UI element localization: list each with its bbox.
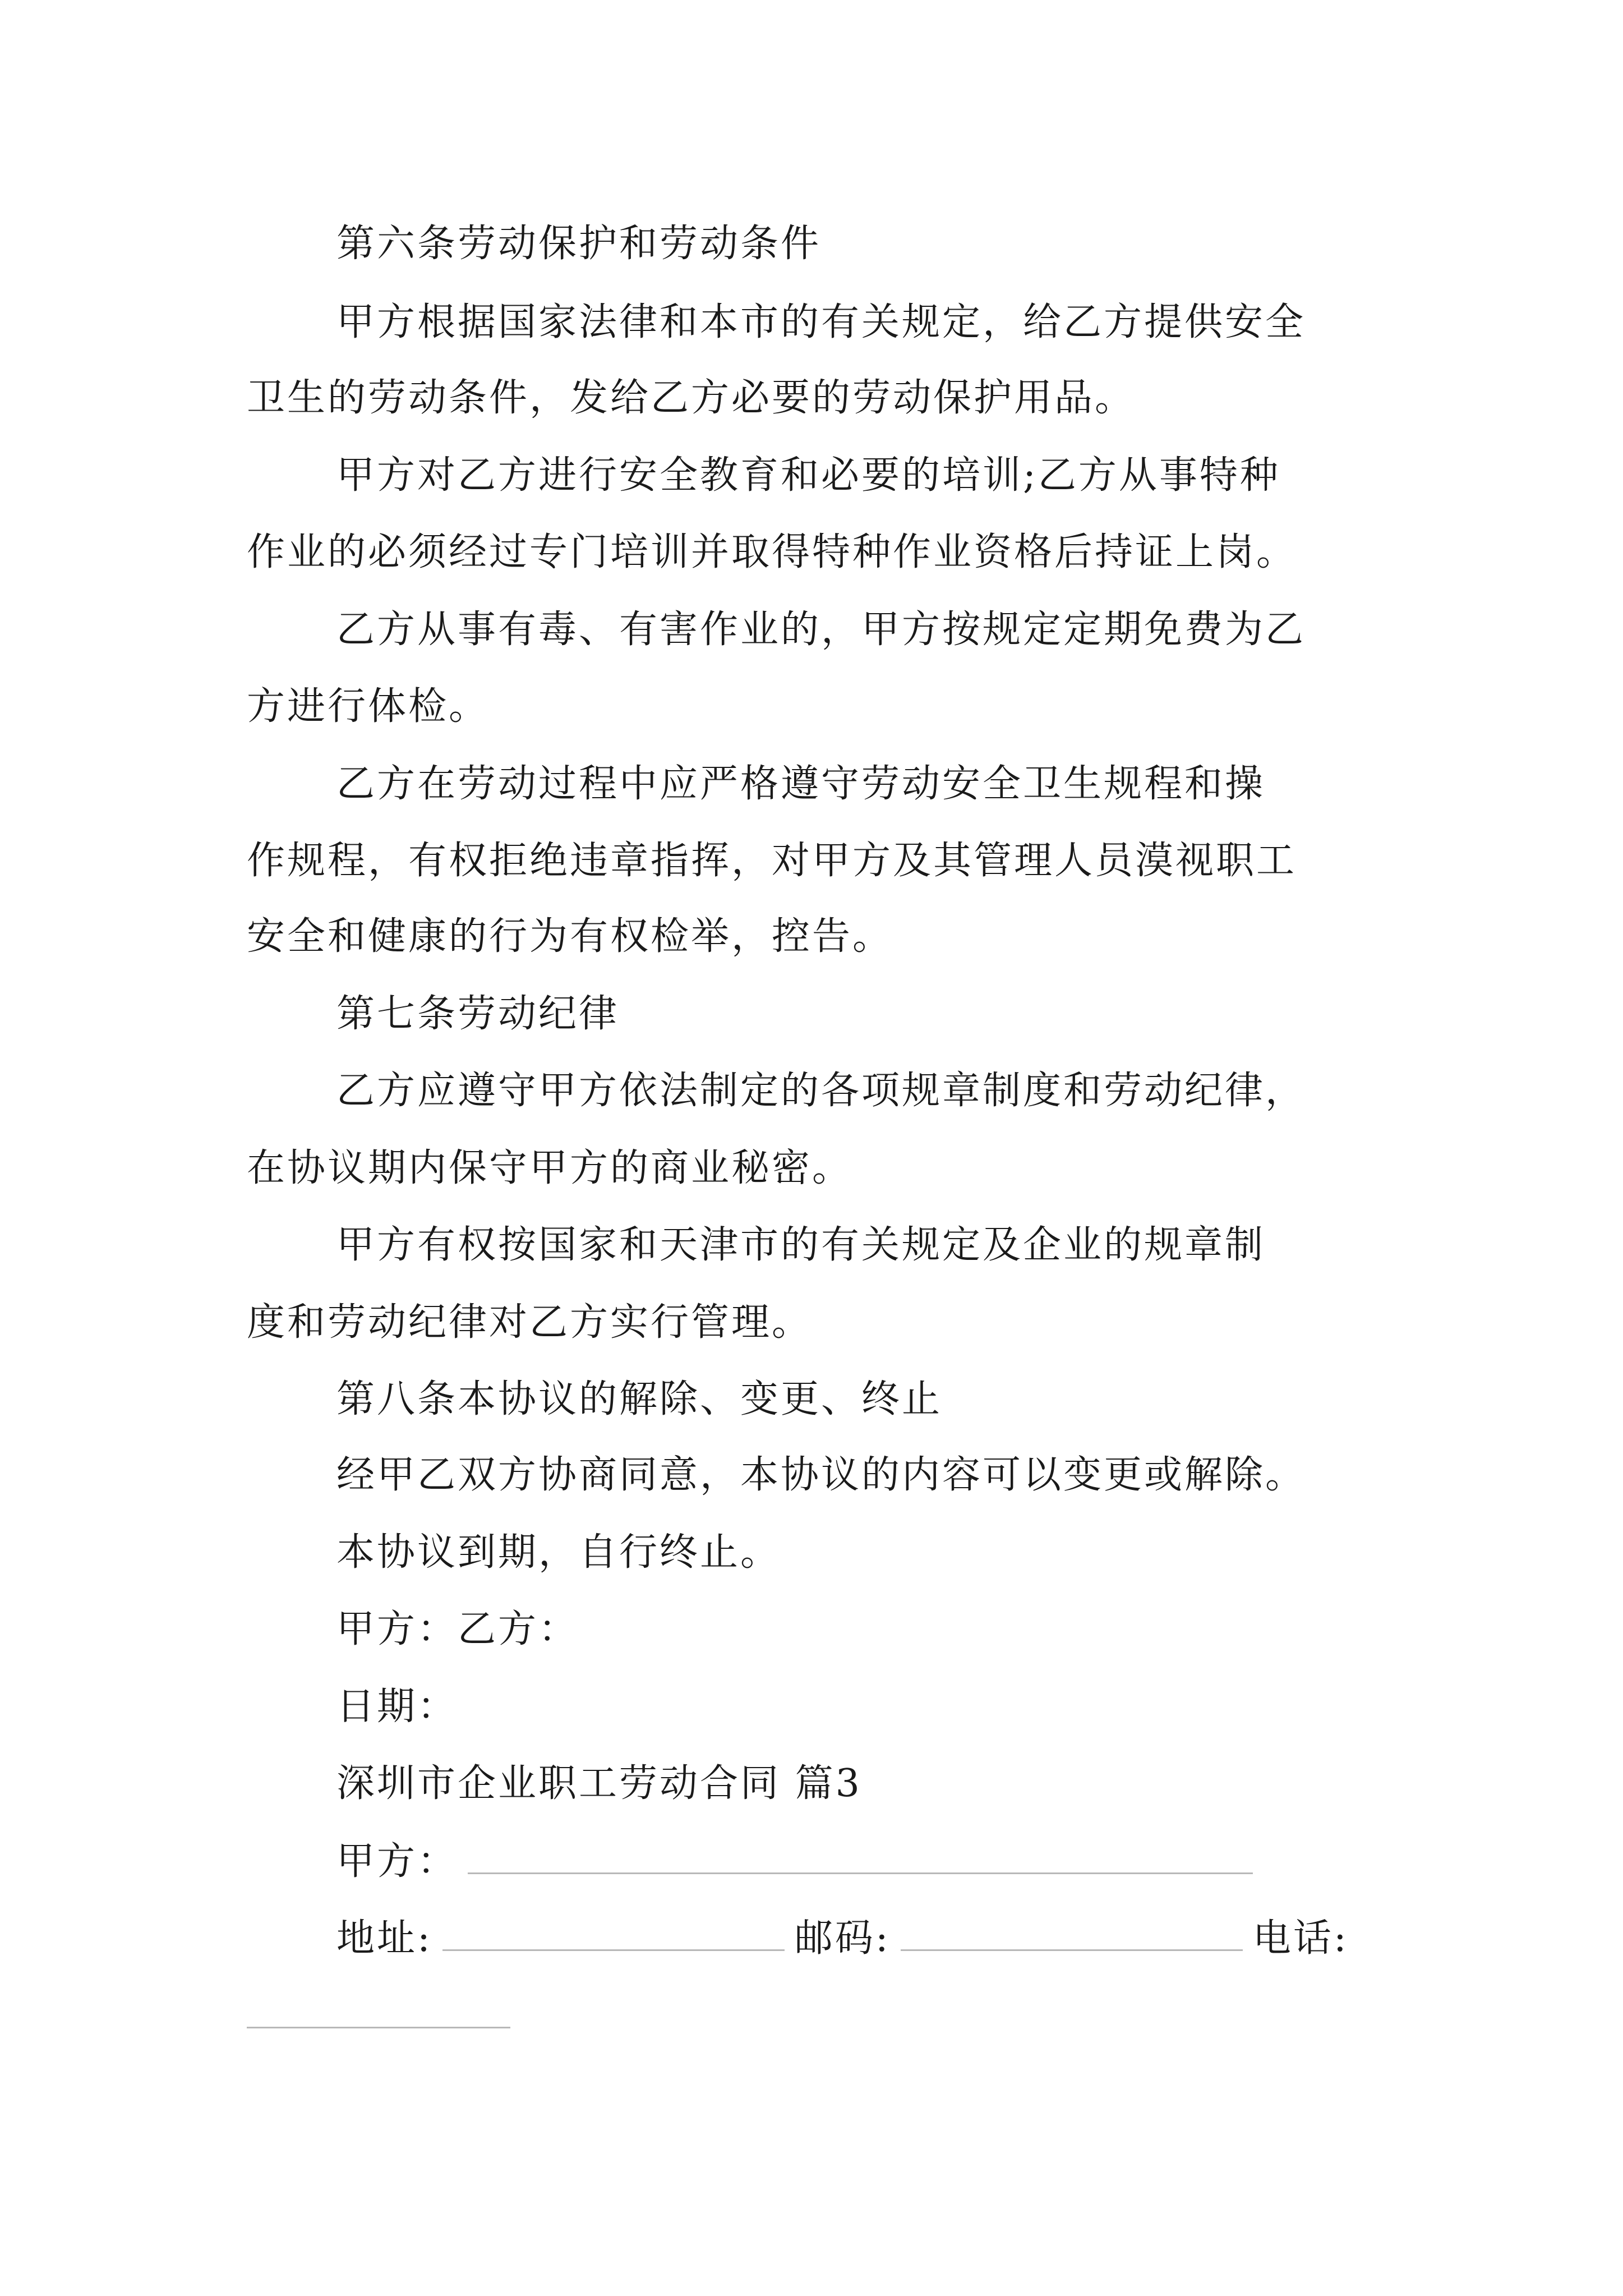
paragraph-line: 在协议期内保守甲方的商业秘密。 (247, 1146, 853, 1190)
paragraph-line: 甲方对乙方进行安全教育和必要的培训;乙方从事特种 (336, 453, 1280, 498)
paragraph-line: 甲方根据国家法律和本市的有关规定，给乙方提供安全 (336, 300, 1306, 344)
paragraph-line: 乙方应遵守甲方依法制定的各项规章制度和劳动纪律， (336, 1069, 1306, 1113)
paragraph-line: 乙方从事有毒、有害作业的，甲方按规定定期免费为乙 (336, 608, 1306, 652)
paragraph-line: 方进行体检。 (247, 684, 490, 729)
paragraph-line: 乙方在劳动过程中应严格遵守劳动安全卫生规程和操 (336, 762, 1266, 806)
signature-parties: 甲方：乙方： (336, 1607, 579, 1651)
paragraph-line: 作规程，有权拒绝违章指挥，对甲方及其管理人员漠视职工 (247, 839, 1297, 883)
party-a-blank (468, 1839, 1253, 1874)
address-blank (442, 1916, 785, 1951)
contact-line (336, 1916, 1349, 1961)
postcode-blank (901, 1916, 1243, 1951)
paragraph-line: 作业的必须经过专门培训并取得特种作业资格后持证上岗。 (247, 530, 1297, 574)
phone-blank (247, 2027, 510, 2028)
paragraph-line: 甲方有权按国家和天津市的有关规定及企业的规章制 (336, 1223, 1266, 1267)
paragraph-line: 度和劳动纪律对乙方实行管理。 (247, 1300, 813, 1345)
signature-date: 日期： (336, 1685, 458, 1729)
phone-label: 电话: (1252, 1916, 1349, 1961)
party-a-label: 甲方： (336, 1839, 458, 1884)
paragraph-line: 安全和健康的行为有权检举，控告。 (247, 914, 893, 959)
section-heading-8: 第八条本协议的解除、变更、终止 (336, 1377, 943, 1421)
address-label: 地址: (336, 1916, 432, 1961)
paragraph-line: 卫生的劳动条件，发给乙方必要的劳动保护用品。 (247, 376, 1136, 420)
section-heading-7: 第七条劳动纪律 (336, 992, 620, 1036)
postcode-label: 邮码: (794, 1916, 891, 1961)
contract-title: 深圳市企业职工劳动合同 篇3 (336, 1761, 862, 1806)
party-a-line (336, 1839, 1263, 1884)
section-heading-6: 第六条劳动保护和劳动条件 (336, 222, 822, 266)
paragraph-line: 经甲乙双方协商同意，本协议的内容可以变更或解除。 (336, 1453, 1306, 1497)
paragraph-line: 本协议到期，自行终止。 (336, 1530, 781, 1575)
